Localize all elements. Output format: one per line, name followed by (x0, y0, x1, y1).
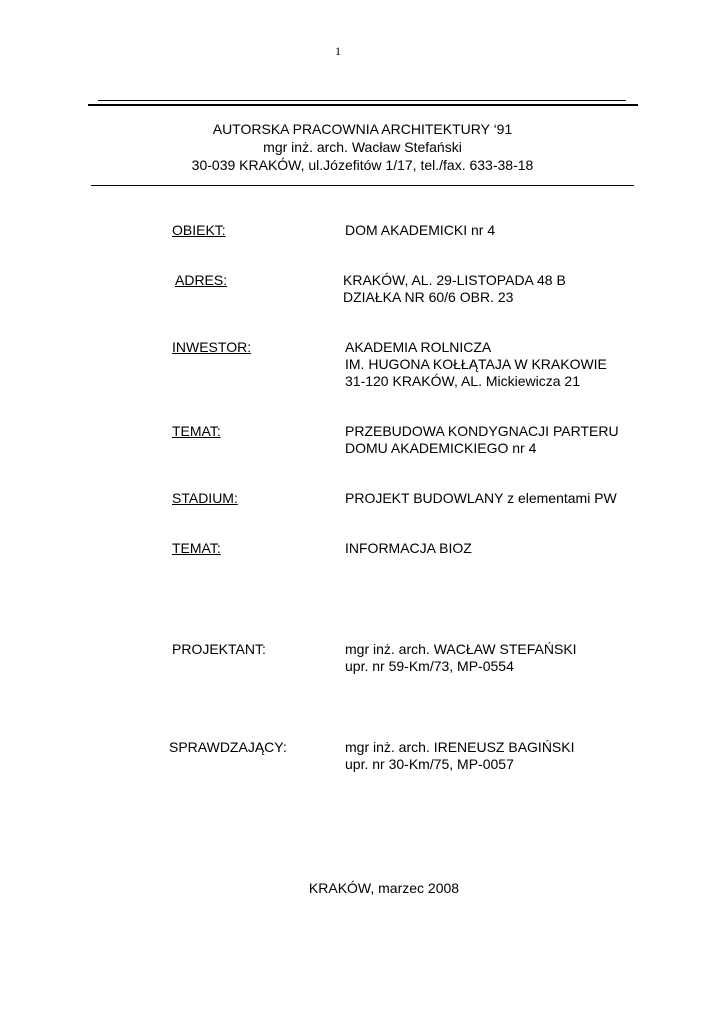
temat-value (345, 423, 619, 457)
obiekt-label: OBIEKT: (172, 222, 226, 238)
page-number: 1 (335, 44, 341, 58)
temat-line: PRZEBUDOWA KONDYGNACJI PARTERU (345, 423, 619, 439)
inwestor-line: IM. HUGONA KOŁŁĄTAJA W KRAKOWIE (345, 356, 607, 372)
sprawdzajacy-line: mgr inż. arch. IRENEUSZ BAGIŃSKI (345, 739, 575, 755)
projektant-label: PROJEKTANT: (172, 641, 266, 657)
header-rule-bottom (91, 185, 634, 186)
inwestor-line: AKADEMIA ROLNICZA (345, 339, 492, 355)
stadium-line: PROJEKT BUDOWLANY z elementami PW (345, 490, 617, 506)
firm-address: 30-039 KRAKÓW, ul.Józefitów 1/17, tel./fax. 633-38-18 (191, 157, 534, 173)
sprawdzajacy-line: upr. nr 30-Km/75, MP-0057 (345, 756, 514, 772)
stadium-label: STADIUM: (172, 490, 238, 506)
temat-bioz-label: TEMAT: (172, 540, 221, 556)
temat-bioz-line: INFORMACJA BIOZ (345, 540, 472, 556)
firm-name: AUTORSKA PRACOWNIA ARCHITEKTURY ‘91 (212, 121, 513, 137)
temat-line: DOMU AKADEMICKIEGO nr 4 (345, 440, 537, 456)
adres-value (343, 272, 566, 306)
header-rule-thick (88, 104, 638, 106)
sprawdzajacy-label: SPRAWDZAJĄCY: (169, 739, 287, 755)
temat-bioz-value (345, 540, 472, 557)
projektant-value (345, 641, 577, 675)
inwestor-value (345, 339, 607, 390)
place-date: KRAKÓW, marzec 2008 (308, 880, 460, 896)
inwestor-line: 31-120 KRAKÓW, AL. Mickiewicza 21 (345, 373, 580, 389)
adres-line: KRAKÓW, AL. 29-LISTOPADA 48 B (343, 272, 566, 288)
inwestor-label: INWESTOR: (172, 339, 252, 355)
temat-label: TEMAT: (172, 423, 221, 439)
sprawdzajacy-value (345, 739, 575, 773)
architect-name: mgr inż. arch. Wacław Stefański (263, 139, 462, 155)
projektant-line: mgr inż. arch. WACŁAW STEFAŃSKI (345, 641, 577, 657)
obiekt-value (345, 222, 495, 239)
obiekt-line: DOM AKADEMICKI nr 4 (345, 222, 496, 238)
stadium-value (345, 490, 617, 507)
firm-header (91, 120, 634, 174)
header-rule-thin (98, 100, 626, 101)
adres-label: ADRES: (175, 272, 228, 288)
adres-line: DZIAŁKA NR 60/6 OBR. 23 (343, 289, 514, 305)
projektant-line: upr. nr 59-Km/73, MP-0554 (345, 658, 514, 674)
